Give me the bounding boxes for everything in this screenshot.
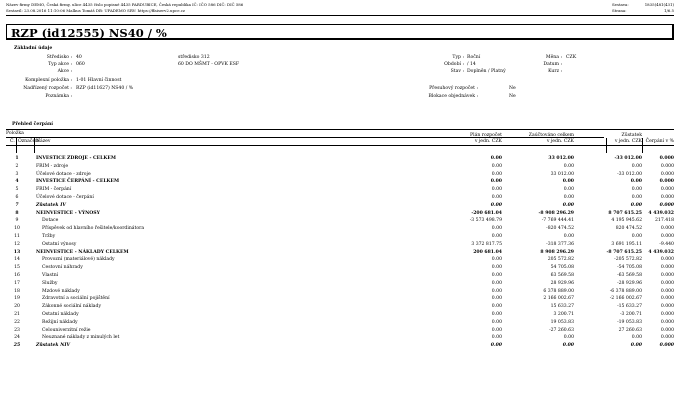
header-vline-4 — [642, 138, 643, 153]
table-row — [6, 225, 674, 233]
row-name: Vlastní — [42, 272, 59, 278]
row-zauctovano: 33 012.00 — [550, 171, 574, 177]
row-number: 22 — [14, 319, 20, 325]
mena-label: Měna : — [545, 55, 562, 60]
row-plan: 3 372 817.75 — [471, 241, 502, 247]
row-number: 4 — [15, 179, 19, 185]
row-name: Účelové dotace - zdroje — [36, 171, 91, 177]
row-name: NEINVESTICE - VÝNOSY — [36, 210, 100, 216]
table-row — [6, 249, 674, 257]
row-plan: 0.00 — [491, 335, 502, 341]
row-plan: 0.00 — [491, 257, 502, 263]
row-zustatek: 3 691 195.11 — [611, 241, 642, 247]
row-cerpani: 0.000 — [660, 319, 674, 325]
row-name: Mzdové náklady — [42, 288, 80, 294]
stav-value: Doplněn / Platný — [467, 69, 506, 74]
komplex-value: 1-01 Hlavní činnost — [76, 78, 122, 83]
basic-info-heading: Základní údaje — [14, 46, 53, 51]
row-name: Neuznané náklady z minulých let — [42, 335, 120, 341]
row-zauctovano: 205 572.82 — [547, 257, 574, 263]
typ-label: Typ : — [452, 55, 464, 60]
col-oznaceni: Označení — [18, 139, 40, 144]
row-number: 11 — [14, 233, 20, 239]
row-name: Cestovní náhrady — [42, 265, 83, 271]
table-row — [6, 210, 674, 218]
row-number: 5 — [15, 187, 19, 193]
row-plan: 0.00 — [490, 343, 502, 349]
row-name: Dotace — [42, 218, 59, 224]
row-plan: 0.00 — [491, 296, 502, 302]
header-vline-2 — [34, 138, 35, 153]
table-row — [6, 217, 674, 225]
basic-info — [6, 46, 674, 122]
row-zauctovano: -27 260.63 — [549, 327, 574, 333]
table-row — [6, 171, 674, 179]
row-number: 6 — [15, 194, 19, 200]
row-cerpani: 0.000 — [660, 187, 674, 193]
table-row — [6, 319, 674, 327]
typ-akce-label: Typ akce : — [48, 62, 72, 67]
row-cerpani: 0.000 — [659, 179, 674, 185]
table-row — [6, 303, 674, 311]
report-title-box — [6, 24, 674, 40]
header-author-line: Sestavil: 23.08.2016 11:10:06 Malkus Tomáš DB: UFADEMO SRV: https://ffaiserv2.upce.cz — [6, 8, 185, 13]
row-cerpani: -9.440 — [659, 241, 674, 247]
row-zustatek: 0.00 — [631, 194, 642, 200]
nadrizeny-value: RZP (id11627) NS40 / % — [76, 86, 134, 91]
row-zauctovano: -7 769 444.41 — [541, 218, 574, 224]
row-name: Celouniverzitní režie — [42, 327, 91, 333]
akce-label: Akce : — [57, 69, 72, 74]
row-number: 9 — [15, 218, 19, 224]
row-number: 3 — [15, 171, 19, 177]
row-name: Ostatní náklady — [42, 311, 79, 317]
row-zauctovano: 33 012.00 — [548, 156, 574, 161]
row-zustatek: 0.00 — [631, 233, 642, 239]
row-zauctovano: 0.00 — [563, 233, 574, 239]
table-body — [6, 155, 674, 350]
row-name: Zdravotní a sociální pojištění — [42, 296, 110, 302]
report-header — [6, 2, 674, 18]
table-row — [6, 178, 674, 186]
obdobi-label: Období : — [444, 62, 464, 67]
row-name: Tržby — [42, 233, 56, 239]
row-plan: -3 573 498.79 — [469, 218, 502, 224]
row-name: Režijní náklady — [42, 319, 78, 325]
table-row — [6, 264, 674, 272]
row-name: Příspěvek od hlavního řešitele/koordinátora — [42, 226, 145, 232]
row-cerpani: 0.000 — [660, 163, 674, 169]
row-name: Zákonné sociální náklady — [42, 304, 102, 310]
row-number: 2 — [15, 163, 19, 169]
row-number: 14 — [14, 257, 20, 263]
row-zauctovano: 19 053.83 — [550, 319, 574, 325]
datum-label: Datum : — [543, 62, 562, 67]
summary-divider — [6, 129, 674, 130]
row-number: 19 — [14, 296, 20, 302]
kurz-label: Kurz : — [548, 69, 562, 74]
typ-value: Roční — [467, 55, 481, 60]
row-name: FRIM - zdroje — [36, 163, 69, 169]
row-zauctovano: -820 474.52 — [546, 226, 574, 232]
table-row — [6, 256, 674, 264]
row-number: 1 — [15, 156, 19, 161]
table-row — [6, 202, 674, 210]
row-zustatek: -205 572.82 — [614, 257, 642, 263]
row-cerpani: 0.000 — [660, 226, 674, 232]
table-row — [6, 194, 674, 202]
row-number: 12 — [14, 241, 20, 247]
stredisko-value: 40 — [76, 55, 82, 60]
row-number: 7 — [15, 202, 19, 208]
row-plan: 0.00 — [491, 265, 502, 271]
row-cerpani: 0.000 — [659, 156, 674, 161]
row-plan: 0.00 — [490, 179, 502, 185]
row-name: Ostatní výnosy — [42, 241, 77, 247]
row-cerpani: 0.000 — [659, 343, 674, 349]
row-zustatek: -28 929.96 — [617, 280, 642, 286]
row-cerpani: 0.000 — [660, 280, 674, 286]
row-zauctovano: 0.00 — [562, 179, 574, 185]
row-zauctovano: 3 200.71 — [553, 311, 574, 317]
row-name: Zůstatek NIV — [36, 343, 71, 349]
col-zauct-2: v jedn. CZK — [546, 139, 574, 144]
row-name: NEINVESTICE - NÁKLADY CELKEM — [36, 249, 129, 255]
typ-akce-name: 60 DO MŠMT - OPVK ESF — [178, 62, 240, 67]
row-plan: 200 681.04 — [473, 249, 502, 255]
row-name: INVESTICE ZDROJE - CELKEM — [36, 156, 116, 161]
row-zustatek: 4 195 945.62 — [611, 218, 642, 224]
row-name: Provozní (materiálové) náklady — [42, 257, 115, 263]
obdobi-value: / 14 — [467, 62, 476, 67]
header-strana-label: Strana: — [612, 8, 627, 13]
row-zustatek: -6 378 889.00 — [609, 288, 642, 294]
row-number: 23 — [14, 327, 20, 333]
poznamka-label: Poznámka : — [45, 94, 72, 99]
row-zustatek: -33 012.00 — [617, 171, 642, 177]
row-name: Zůstatek IV — [36, 202, 66, 208]
row-cerpani: 0.000 — [660, 171, 674, 177]
table-row — [6, 327, 674, 335]
row-cerpani: 0.000 — [660, 311, 674, 317]
row-zustatek: -8 707 615.25 — [606, 249, 642, 255]
table-row — [6, 233, 674, 241]
row-plan: 0.00 — [491, 327, 502, 333]
report-title: RZP (id12555) NS40 / % — [11, 26, 167, 40]
table-row — [6, 241, 674, 249]
row-cerpani: 0.000 — [660, 194, 674, 200]
row-zustatek: -63 569.58 — [617, 272, 642, 278]
row-cerpani: 0.000 — [660, 265, 674, 271]
table-row — [6, 334, 674, 342]
row-zustatek: 0.00 — [630, 343, 642, 349]
presun-value: Ne — [509, 86, 516, 91]
typ-akce-value: 060 — [76, 62, 85, 67]
row-cerpani: 4 439.032 — [648, 210, 674, 216]
komplex-label: Komplexní položka : — [25, 78, 72, 83]
col-cerpani: Čerpání v % — [645, 139, 674, 144]
row-plan: 0.00 — [491, 311, 502, 317]
row-zauctovano: 0.00 — [563, 187, 574, 193]
row-plan: 0.00 — [491, 280, 502, 286]
mena-value: CZK — [566, 55, 577, 60]
header-line-bottom — [6, 145, 674, 146]
row-zauctovano: 8 908 296.29 — [540, 249, 574, 255]
table-row — [6, 288, 674, 296]
table-row — [6, 342, 674, 350]
col-zust-2: v jedn. CZK — [614, 139, 642, 144]
row-zauctovano: 0.00 — [562, 202, 574, 208]
table-row — [6, 295, 674, 303]
stredisko-name: středisko 312 — [178, 55, 210, 60]
row-plan: 0.00 — [491, 233, 502, 239]
table-row — [6, 155, 674, 163]
header-sestava-label: Sestava: — [612, 2, 629, 7]
blokace-value: Ne — [509, 94, 516, 99]
row-number: 24 — [14, 335, 20, 341]
row-plan: -200 681.04 — [471, 210, 502, 216]
row-name: FRIM - čerpání — [36, 187, 72, 193]
row-zustatek: 0.00 — [630, 202, 642, 208]
row-name: INVESTICE ČERPÁNÍ - CELKEM — [36, 179, 120, 185]
row-zauctovano: 0.00 — [563, 194, 574, 200]
row-cerpani: 217.418 — [655, 218, 674, 224]
table-row — [6, 272, 674, 280]
row-zauctovano: 2 166 002.67 — [543, 296, 574, 302]
col-zust-1: Zůstatek — [621, 133, 642, 138]
row-zustatek: 0.00 — [631, 335, 642, 341]
row-zustatek: 27 260.63 — [618, 327, 642, 333]
row-zauctovano: 6 378 889.00 — [543, 288, 574, 294]
row-cerpani: 0.000 — [659, 202, 674, 208]
row-number: 25 — [13, 343, 21, 349]
row-cerpani: 0.000 — [660, 272, 674, 278]
row-cerpani: 0.000 — [660, 288, 674, 294]
table-header — [6, 131, 674, 153]
table-row — [6, 186, 674, 194]
row-cerpani: 0.000 — [660, 296, 674, 302]
row-plan: 0.00 — [491, 171, 502, 177]
row-cerpani: 0.000 — [660, 304, 674, 310]
col-plan-1: Plán rozpočet — [470, 133, 502, 138]
row-plan: 0.00 — [491, 272, 502, 278]
row-zustatek: 820 474.52 — [615, 226, 642, 232]
row-zauctovano: 28 929.96 — [550, 280, 574, 286]
row-name: Účelové dotace - čerpání — [36, 194, 94, 200]
header-vline-3 — [606, 138, 607, 153]
row-number: 15 — [14, 265, 20, 271]
row-zustatek: 8 707 615.25 — [608, 210, 642, 216]
header-company-line: Název firmy DEMO, Česká firmy, ulice 4435 číslo popisné 4435 PARDUBICE, Česká republika IČ: IČO 586 DIČ: DIČ 586 — [6, 2, 244, 7]
presun-label: Přesuhový rozpočet : — [429, 86, 478, 91]
table-row — [6, 280, 674, 288]
row-cerpani: 0.000 — [660, 233, 674, 239]
header-line-mid — [6, 137, 604, 138]
row-zustatek: -3 200.71 — [619, 311, 642, 317]
row-zustatek: 0.00 — [630, 179, 642, 185]
row-zustatek: -54 705.08 — [617, 265, 642, 271]
row-zauctovano: 15 633.27 — [550, 304, 574, 310]
row-zauctovano: 54 705.08 — [550, 265, 574, 271]
nadrizeny-label: Nadřízený rozpočet : — [23, 86, 72, 91]
stav-label: Stav : — [450, 69, 464, 74]
row-number: 18 — [14, 288, 20, 294]
row-zustatek: 0.00 — [631, 163, 642, 169]
header-sestava-value: 1835(481(431) — [644, 2, 674, 7]
row-zauctovano: -318 377.36 — [546, 241, 574, 247]
row-zauctovano: 0.00 — [563, 163, 574, 169]
row-number: 13 — [13, 249, 21, 255]
col-nazev: Název — [36, 139, 51, 144]
row-zauctovano: -8 908 296.29 — [538, 210, 574, 216]
row-zustatek: 0.00 — [631, 187, 642, 193]
row-number: 10 — [14, 226, 20, 232]
row-plan: 0.00 — [491, 187, 502, 193]
row-plan: 0.00 — [490, 156, 502, 161]
row-zauctovano: 0.00 — [563, 335, 574, 341]
row-cerpani: 0.000 — [660, 257, 674, 263]
row-cerpani: 0.000 — [660, 327, 674, 333]
blokace-label: Blokace objednávek : — [428, 94, 478, 99]
col-plan-2: v jedn. CZK — [474, 139, 502, 144]
row-plan: 0.00 — [491, 226, 502, 232]
row-plan: 0.00 — [491, 194, 502, 200]
row-number: 16 — [14, 272, 20, 278]
header-divider — [6, 15, 674, 16]
table-row — [6, 163, 674, 171]
row-plan: 0.00 — [491, 163, 502, 169]
row-name: Služby — [42, 280, 58, 286]
col-zauct-1: Zaúčtováno celkem — [528, 133, 574, 138]
row-number: 21 — [14, 311, 20, 317]
row-zauctovano: 0.00 — [562, 343, 574, 349]
col-c: Č. — [10, 139, 15, 144]
stredisko-label: Středisko : — [46, 55, 72, 60]
row-number: 8 — [15, 210, 19, 216]
row-plan: 0.00 — [490, 202, 502, 208]
header-strana-value: 1/6.5 — [664, 8, 674, 13]
header-vline-1 — [16, 138, 17, 153]
table-row — [6, 311, 674, 319]
row-cerpani: 4 439.032 — [648, 249, 674, 255]
row-number: 17 — [14, 280, 20, 286]
row-zustatek: -19 053.83 — [617, 319, 642, 325]
row-zustatek: -15 633.27 — [617, 304, 642, 310]
row-zauctovano: 63 569.58 — [550, 272, 574, 278]
summary-title: Přehled čerpání — [12, 122, 54, 127]
col-polozka: Položka — [6, 131, 24, 136]
row-plan: 0.00 — [491, 288, 502, 294]
row-number: 20 — [14, 304, 20, 310]
row-zustatek: -2 166 002.67 — [609, 296, 642, 302]
row-cerpani: 0.000 — [660, 335, 674, 341]
row-plan: 0.00 — [491, 304, 502, 310]
row-zustatek: -33 012.00 — [614, 156, 642, 161]
row-plan: 0.00 — [491, 319, 502, 325]
